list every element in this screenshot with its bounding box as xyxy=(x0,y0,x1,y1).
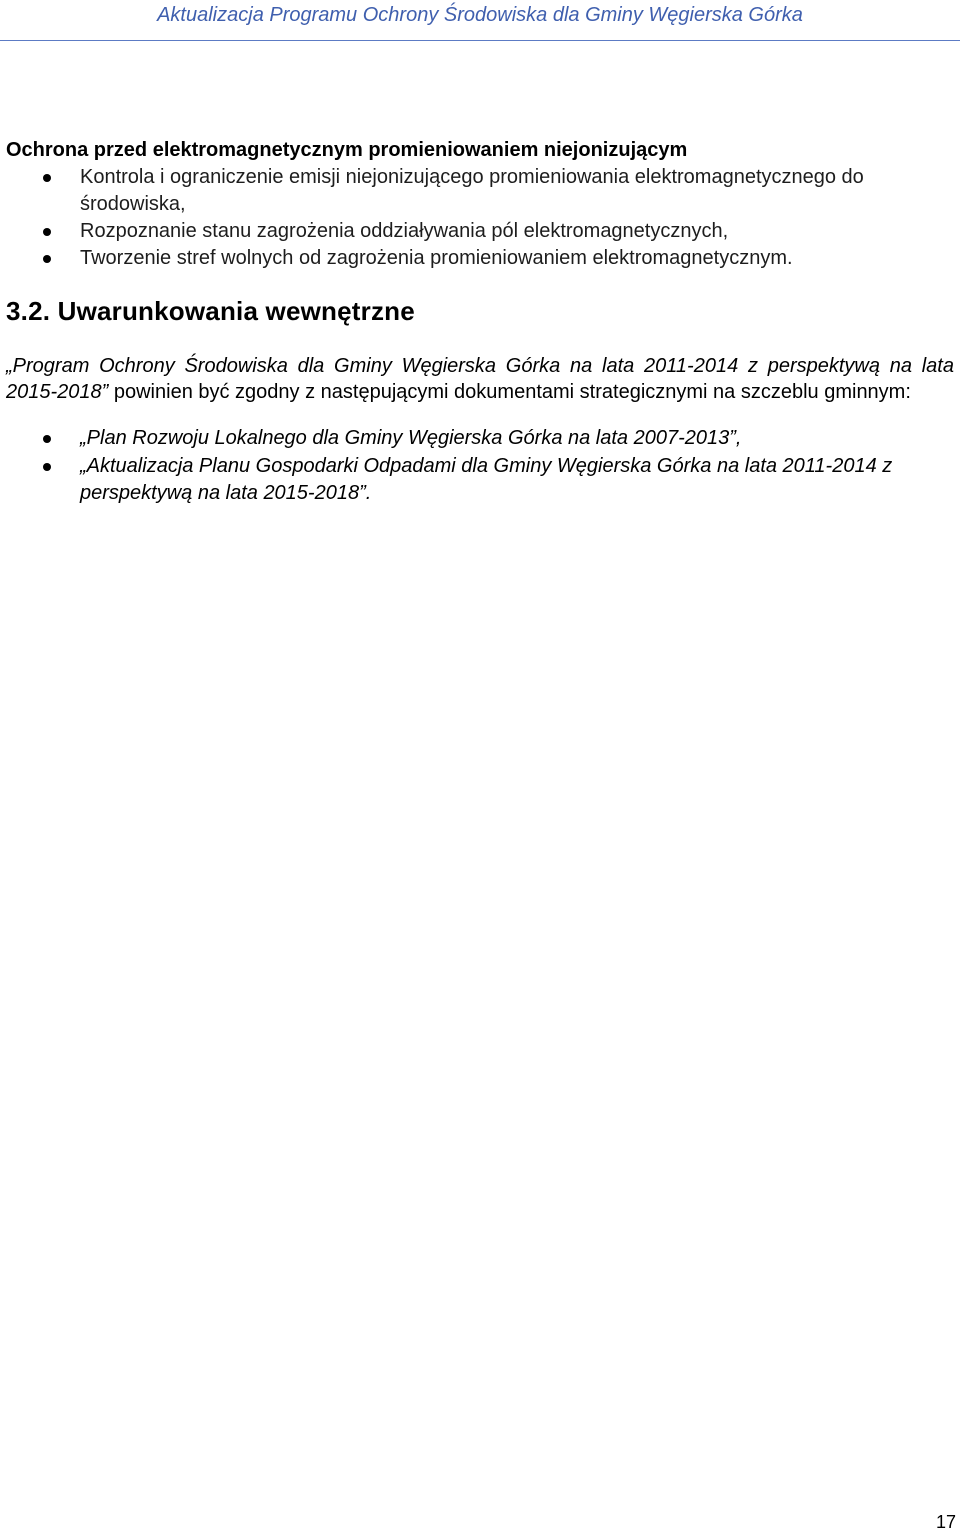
page-header xyxy=(0,0,960,52)
bullet-icon xyxy=(43,228,51,236)
program-title-italic: „Program Ochrony Środowiska dla Gminy Węgierska Górka na lata 2011-2014 z perspektywą na lata 2015-2018” xyxy=(6,355,954,403)
list-item-text: Rozpoznanie stanu zagrożenia oddziaływania pól elektromagnetycznych, xyxy=(80,220,729,242)
page-header-title: Aktualizacja Programu Ochrony Środowiska dla Gminy Węgierska Górka xyxy=(157,4,803,26)
objectives-list xyxy=(6,164,954,272)
documents-list xyxy=(6,425,954,507)
bullet-icon xyxy=(43,174,51,182)
list-item-text: „Aktualizacja Planu Gospodarki Odpadami dla Gminy Węgierska Górka na lata 2011-2014 z perspektywą na lata 2015-2018”. xyxy=(80,455,893,504)
document-body xyxy=(6,136,954,507)
paragraph-text: powinien być zgodny z następującymi dokumentami strategicznymi na szczeblu gminnym: xyxy=(108,381,911,403)
bullet-icon xyxy=(43,435,51,443)
section-heading: 3.2. Uwarunkowania wewnętrzne xyxy=(6,296,415,326)
list-item-text: Kontrola i ograniczenie emisji niejonizującego promieniowania elektromagnetycznego do środowiska, xyxy=(80,166,864,215)
bullet-icon xyxy=(43,463,51,471)
list-item-text: Tworzenie stref wolnych od zagrożenia promieniowaniem elektromagnetycznym. xyxy=(80,247,793,269)
subsection-heading: Ochrona przed elektromagnetycznym promieniowaniem niejonizującym xyxy=(6,139,688,161)
list-item xyxy=(6,453,954,507)
list-item xyxy=(6,245,954,272)
list-item xyxy=(6,425,954,452)
list-item xyxy=(6,164,954,218)
list-item-text: „Plan Rozwoju Lokalnego dla Gminy Węgierska Górka na lata 2007-2013”, xyxy=(80,427,742,449)
bullet-icon xyxy=(43,255,51,263)
list-item xyxy=(6,218,954,245)
page-number: 17 xyxy=(935,1512,956,1532)
header-divider xyxy=(0,40,960,41)
section-paragraph xyxy=(6,353,954,405)
